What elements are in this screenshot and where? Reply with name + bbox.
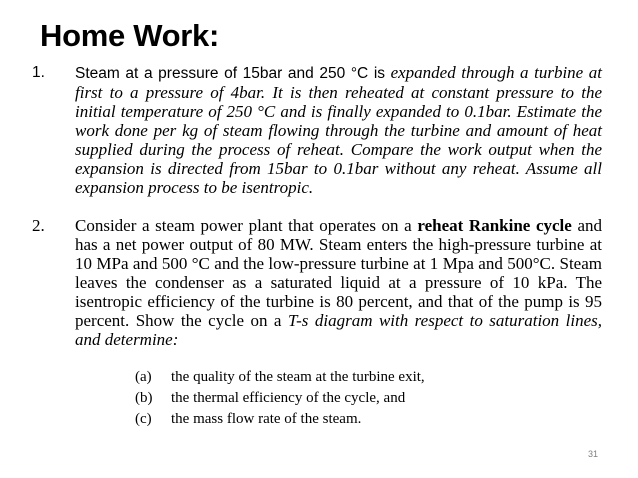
subitem-label: (c) [135, 411, 152, 427]
question-2-number: 2. [32, 216, 45, 235]
page-number: 31 [587, 449, 598, 459]
subitem-text: the quality of the steam at the turbine exit, [171, 369, 425, 385]
question-1 [32, 63, 602, 197]
question-1-number: 1. [32, 64, 45, 81]
subitem-label: (a) [135, 369, 152, 385]
question-1-body: expanded through a turbine at first to a pressure of 4bar. It is then reheated at constant pressure to the initial temperature of 250 °C and is finally expanded to 0.1bar. Estimate the work done per kg of steam flowing through the turbine and amount of heat supplied during the process of reheat. Compare the work output when the expansion is directed from 15bar to 0.1bar without any reheat. Assume all expansion process to be isentropic. [75, 63, 602, 197]
question-2-part2: and has a net power output of 80 MW. Steam enters the high-pressure turbine at 10 MPa and 500 °C and the low-pressure turbine at 1 Mpa and 500°C. Steam leaves the condenser as a saturated liquid at a pressure of 10 kPa. The isentropic efficiency of the turbine is 80 percent, and that of the pump is 95 percent. Show the cycle on a [75, 216, 602, 330]
question-2 [32, 216, 602, 349]
question-2-bold: reheat Rankine cycle [417, 216, 572, 235]
question-1-text [75, 63, 602, 197]
subitem-label: (b) [135, 390, 153, 406]
question-2-italic-tail: T-s diagram with respect to saturation lines, and determine: [75, 311, 602, 349]
subitem-text: the thermal efficiency of the cycle, and [171, 390, 406, 406]
question-2-text [75, 216, 602, 349]
question-1-lead: Steam at a pressure of 15bar and 250 °C is [75, 65, 386, 82]
subitem-text: the mass flow rate of the steam. [171, 411, 362, 427]
slide-title: Home Work: [40, 18, 220, 53]
question-2-part1: Consider a steam power plant that operates on a [75, 216, 412, 235]
